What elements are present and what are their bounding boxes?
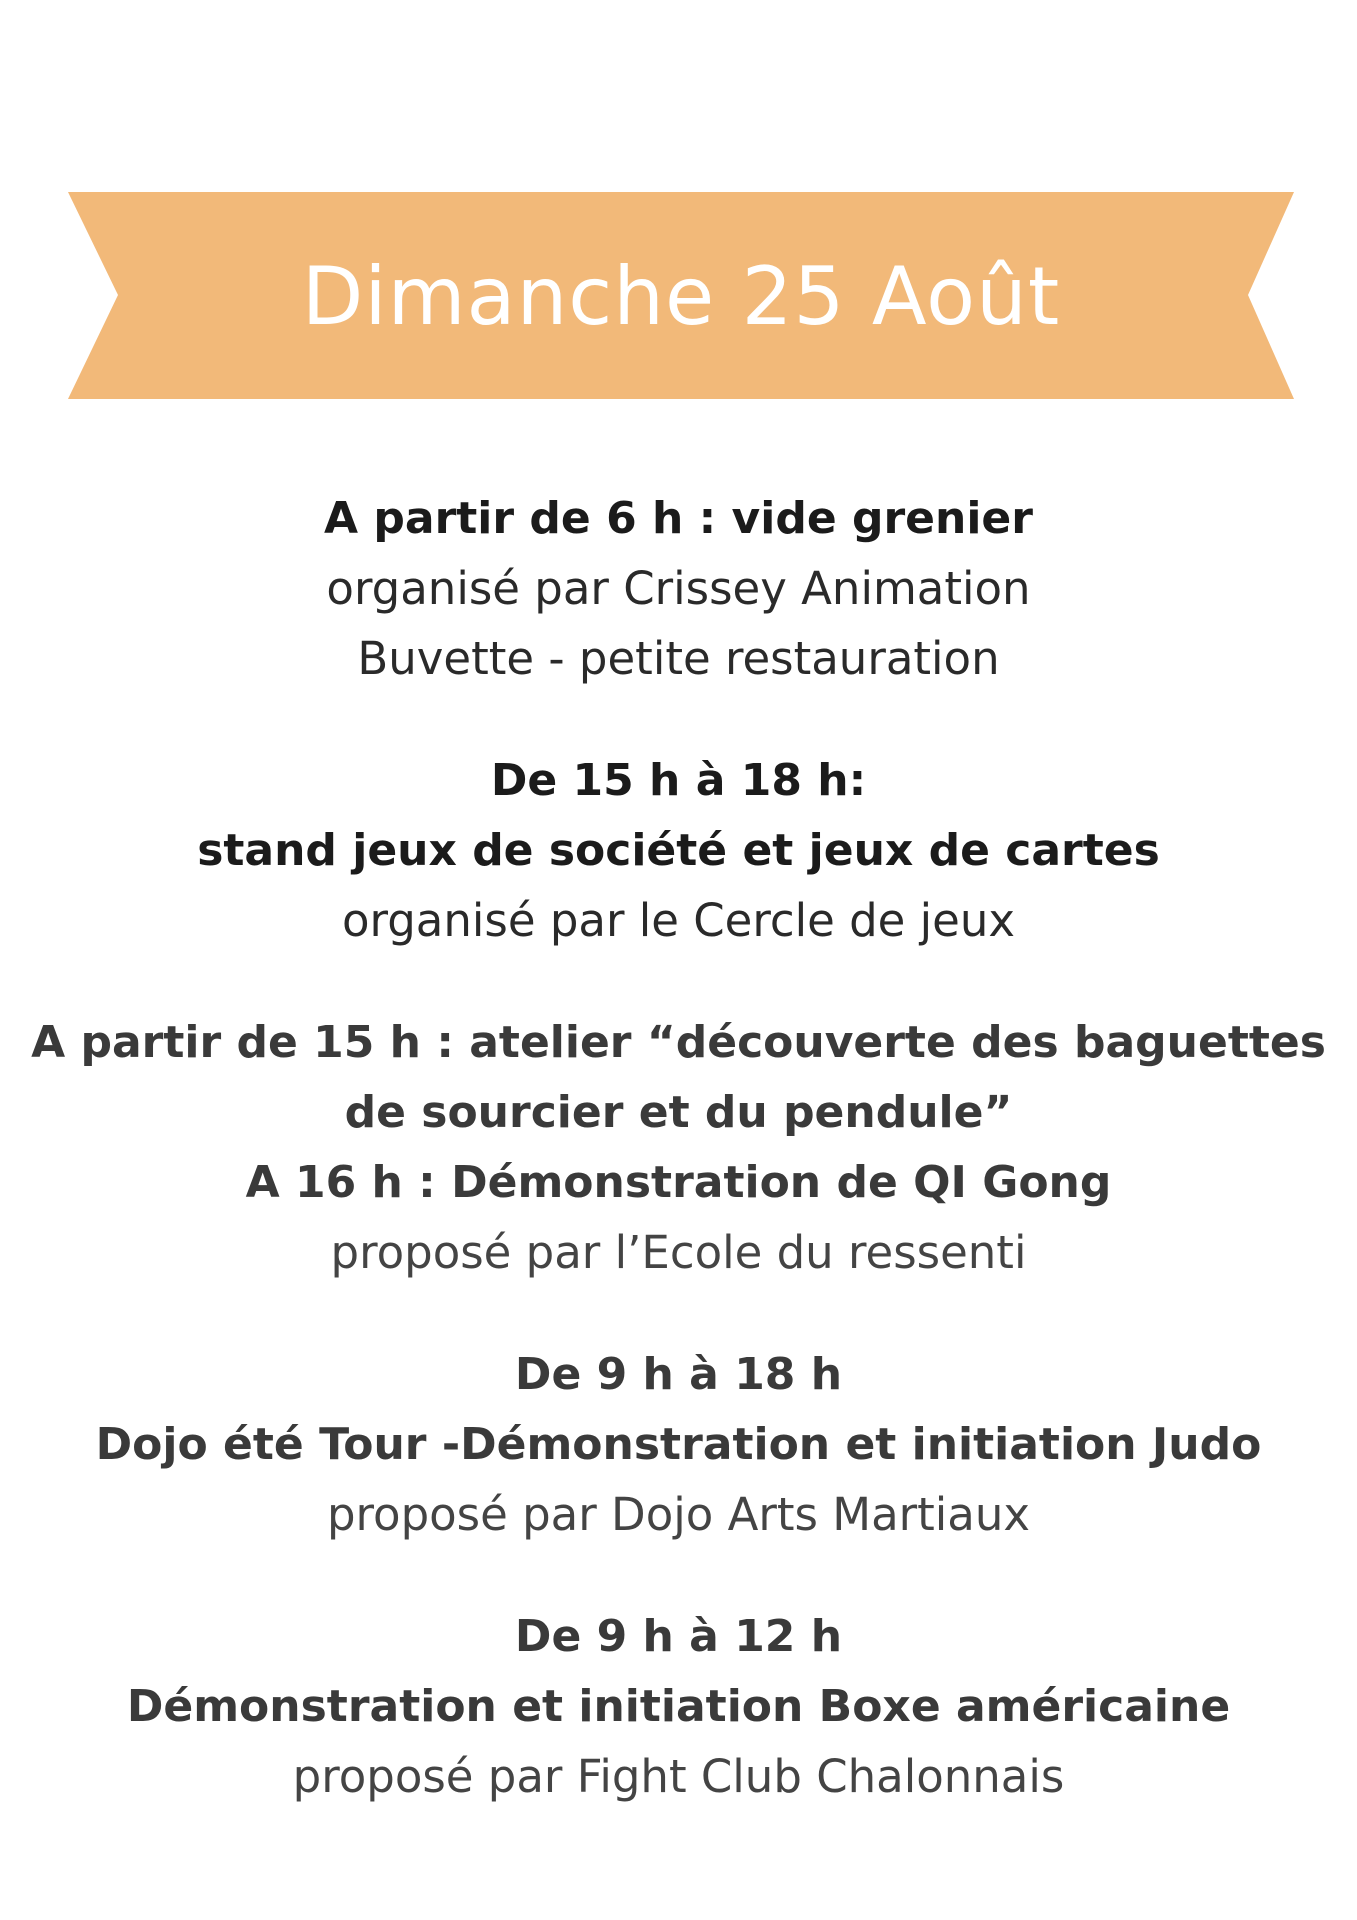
event-organizer: proposé par Fight Club Chalonnais: [292, 1750, 1065, 1803]
event-heading-second: A 16 h : Démonstration de QI Gong: [245, 1157, 1112, 1208]
event-heading: A partir de 6 h : vide grenier: [324, 493, 1033, 544]
event-time: De 15 h à 18 h:: [490, 755, 867, 806]
date-banner: [68, 192, 1294, 399]
event-organizer: organisé par Crissey Animation: [326, 562, 1031, 615]
banner-title: Dimanche 25 Août: [301, 250, 1061, 343]
event-vide-grenier: [0, 484, 1357, 694]
event-time: De 9 h à 12 h: [514, 1611, 843, 1662]
event-heading: stand jeux de société et jeux de cartes: [197, 825, 1160, 876]
event-organizer: proposé par Dojo Arts Martiaux: [326, 1488, 1031, 1541]
event-heading-continued: de sourcier et du pendule”: [344, 1087, 1013, 1138]
event-note: Buvette - petite restauration: [357, 632, 1000, 685]
event-organizer: proposé par l’Ecole du ressenti: [330, 1226, 1027, 1279]
event-heading: A partir de 15 h : atelier “découverte des baguettes: [31, 1017, 1326, 1068]
event-heading: Démonstration et initiation Boxe américaine: [126, 1681, 1231, 1732]
event-heading: Dojo été Tour -Démonstration et initiation Judo: [95, 1419, 1262, 1470]
event-jeux: [0, 746, 1357, 956]
event-judo: [0, 1340, 1357, 1550]
event-list: [0, 484, 1357, 1864]
event-organizer: organisé par le Cercle de jeux: [341, 894, 1016, 947]
event-atelier-qigong: [0, 1008, 1357, 1288]
event-boxe: [0, 1602, 1357, 1812]
event-time: De 9 h à 18 h: [514, 1349, 843, 1400]
